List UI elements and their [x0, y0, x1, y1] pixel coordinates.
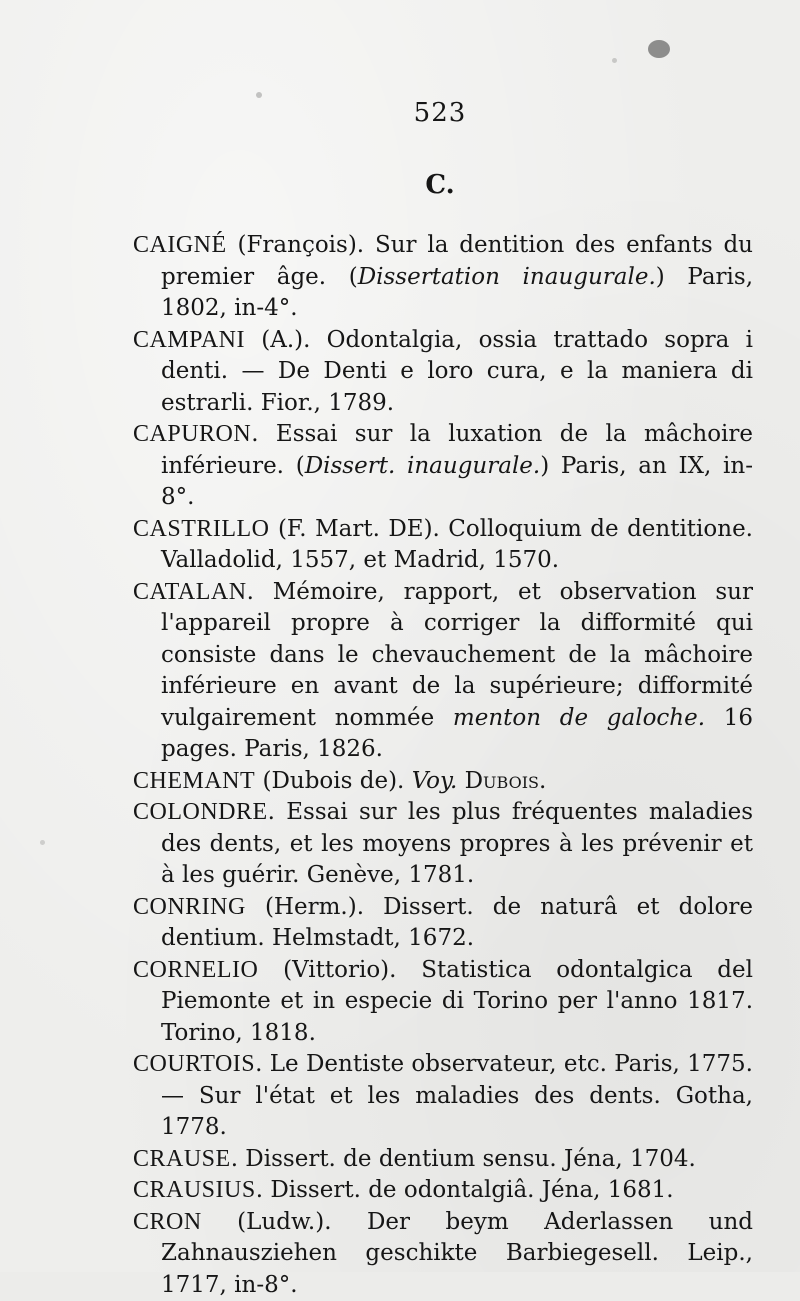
entry-crause: [133, 1144, 753, 1176]
entry-text: . Dissert. de dentium sensu. Jéna, 1704.: [231, 1146, 696, 1172]
entry-author: CRON: [133, 1209, 202, 1235]
entry-text: . Essai sur la luxation de la mâchoire inférieure. (: [161, 421, 753, 479]
bibliography-list: [133, 230, 753, 1301]
entry-cron: [133, 1207, 753, 1301]
entry-text: 16 pages. Paris, 1826.: [161, 705, 753, 763]
entry-author: CRAUSIUS: [133, 1177, 256, 1203]
entry-author: CAMPANI: [133, 327, 245, 353]
entry-castrillo: [133, 514, 753, 577]
ink-spot: [40, 840, 45, 845]
entry-catalan: [133, 577, 753, 766]
section-letter: C.: [0, 170, 800, 200]
entry-text: . Essai sur les plus fréquentes maladies des dents, et les moyens propres à les prévenir et à les guérir. Genève, 1781.: [161, 799, 753, 888]
entry-author: CAPURON: [133, 421, 251, 447]
entry-author: CASTRILLO: [133, 516, 270, 542]
entry-text: [457, 768, 464, 794]
entry-author: CONRING: [133, 894, 246, 920]
entry-colondre: [133, 797, 753, 892]
entry-author: CRAUSE: [133, 1146, 231, 1172]
cross-reference: Dubois.: [465, 768, 547, 794]
entry-text: (Dubois de).: [255, 768, 412, 794]
entry-chemant: [133, 766, 753, 798]
entry-crausius: [133, 1175, 753, 1207]
entry-conring: [133, 892, 753, 955]
entry-courtois: [133, 1049, 753, 1144]
entry-campani: [133, 325, 753, 420]
entry-text: ) Paris, an IX, in-8°.: [161, 453, 753, 511]
entry-text: ) Paris, 1802, in-4°.: [161, 264, 753, 322]
entry-text: (Ludw.). Der beym Aderlassen und Zahnausziehen geschikte Barbiegesell. Leip., 1717, in-8°.: [161, 1209, 753, 1298]
entry-author: COLONDRE: [133, 799, 268, 825]
entry-text: (A.). Odontalgia, ossia trattado sopra i denti. — De Denti e loro cura, e la maniera di estrarli. Fior., 1789.: [161, 327, 753, 416]
entry-text: . Mémoire, rapport, et observation sur l'appareil propre à corriger la difformité qui consiste dans le chevauchement de la mâchoire inférieure en avant de la supérieure; difformité vulgairement nommée: [161, 579, 753, 731]
entry-italic: menton de galoche.: [453, 705, 705, 731]
entry-text: . Le Dentiste observateur, etc. Paris, 1775. — Sur l'état et les maladies des dents. Gotha, 1778.: [161, 1051, 753, 1140]
entry-text: (Vittorio). Statistica odontalgica del Piemonte et in especie di Torino per l'anno 1817. Torino, 1818.: [161, 957, 753, 1046]
entry-author: CORNELIO: [133, 957, 258, 983]
entry-caigne: [133, 230, 753, 325]
ink-spot: [648, 40, 670, 58]
entry-author: CAIGNÉ: [133, 232, 227, 258]
entry-capuron: [133, 419, 753, 514]
entry-text: (Herm.). Dissert. de naturâ et dolore dentium. Helmstadt, 1672.: [161, 894, 753, 952]
page-number: 523: [0, 98, 800, 128]
entry-author: COURTOIS: [133, 1051, 255, 1077]
entry-italic: Dissertation inaugurale.: [358, 264, 656, 290]
entry-italic: Dissert. inaugurale.: [305, 453, 541, 479]
entry-cornelio: [133, 955, 753, 1050]
ink-spot: [612, 58, 617, 63]
entry-text: . Dissert. de odontalgiâ. Jéna, 1681.: [256, 1177, 674, 1203]
entry-author: CHEMANT: [133, 768, 255, 794]
entry-italic: Voy.: [412, 768, 458, 794]
entry-author: CATALAN: [133, 579, 247, 605]
entry-text: (François). Sur la dentition des enfants du premier âge. (: [161, 232, 753, 290]
entry-text: (F. Mart. DE). Colloquium de dentitione. Valladolid, 1557, et Madrid, 1570.: [161, 516, 753, 574]
